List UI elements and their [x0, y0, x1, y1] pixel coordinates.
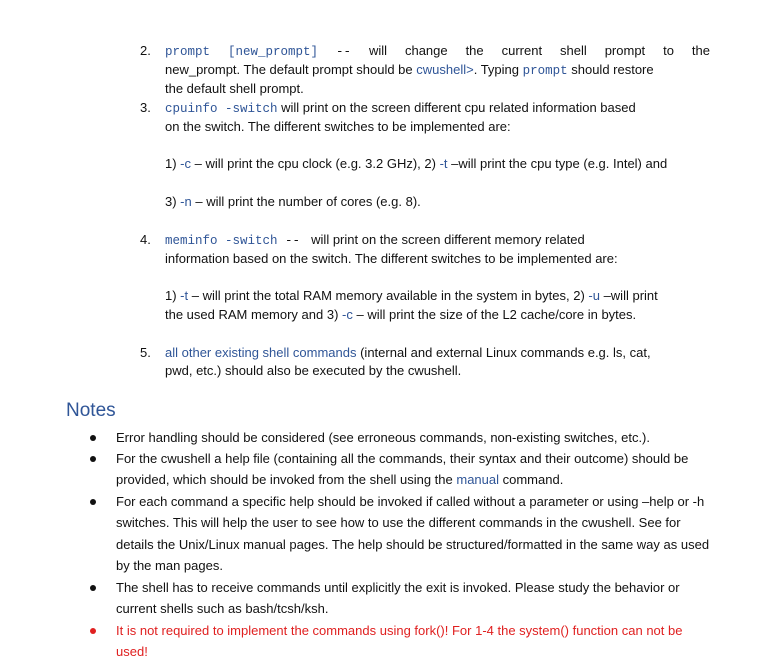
item-2-line-2: new_prompt. The default prompt should be cwushell>. Typing prompt should restore — [165, 62, 654, 78]
prompt-argument: [new_prompt] — [227, 45, 318, 59]
prompt-command-inline: prompt — [522, 64, 568, 78]
note-fork-warning: It is not required to implement the commands using fork()! For 1-4 the system() function can not be used! — [116, 623, 683, 660]
list-number-2: 2. — [140, 43, 151, 58]
cpuinfo-options-line-1: 1) -c – will print the cpu clock (e.g. 3.2 GHz), 2) -t –will print the cpu type (e.g. Intel) and — [165, 156, 668, 171]
meminfo-options-line-2: the used RAM memory and 3) -c – will print the size of the L2 cache/core in bytes. — [165, 307, 637, 322]
item-2-line-3: the default shell prompt. — [165, 81, 304, 96]
cpuinfo-command: cpuinfo -switch — [165, 102, 278, 116]
meminfo-options-line-1: 1) -t – will print the total RAM memory available in the system in bytes, 2) -u –will print — [165, 288, 658, 303]
item-4-line-1: meminfo -switch -- will print on the screen different memory related — [165, 232, 585, 248]
bullet-icon — [90, 456, 96, 462]
note-help-file: For the cwushell a help file (containing all the commands, their syntax and their outcome) should be provided, which should be invoked from the shell using the manual command. — [116, 451, 689, 488]
item-2-line-1 — [165, 43, 710, 59]
cwushell-prompt-text: cwushell> — [416, 62, 474, 77]
item-3-line-1: cpuinfo -switch will print on the screen different cpu related information based — [165, 100, 636, 116]
note-error-handling: Error handling should be considered (see erroneous commands, non-existing switches, etc.). — [116, 430, 650, 445]
list-number-3: 3. — [140, 100, 151, 115]
list-number-4: 4. — [140, 232, 151, 247]
bullet-icon — [90, 435, 96, 441]
list-number-5: 5. — [140, 345, 151, 360]
prompt-dash: -- — [335, 45, 351, 59]
item-3-line-2: on the switch. The different switches to be implemented are: — [165, 119, 511, 134]
notes-heading: Notes — [66, 400, 116, 421]
cpuinfo-options-line-2: 3) -n – will print the number of cores (e.g. 8). — [165, 194, 421, 209]
bullet-icon — [90, 585, 96, 591]
item-4-line-2: information based on the switch. The different switches to be implemented are: — [165, 251, 618, 266]
meminfo-command: meminfo -switch — [165, 234, 278, 248]
bullet-icon — [90, 628, 96, 634]
note-shell-loop: The shell has to receive commands until explicitly the exit is invoked. Please study the behavior or current shells such as bash/tcsh/ksh. — [116, 580, 680, 617]
prompt-description: will change the current shell prompt to the — [368, 43, 710, 58]
bullet-icon — [90, 499, 96, 505]
prompt-command: prompt — [165, 45, 211, 59]
manual-command: manual — [456, 472, 500, 488]
item-5-line-1: all other existing shell commands (internal and external Linux commands e.g. ls, cat, — [165, 345, 651, 360]
item-5-line-2: pwd, etc.) should also be executed by the cwushell. — [165, 363, 462, 378]
note-command-help: For each command a specific help should be invoked if called without a parameter or using –help or -h switches. This will help the user to see how to use the different commands in the cwushell. See for details the Unix/Linux manual pages. The help should be structured/formatted in the same way as used by the man pages. — [116, 494, 710, 573]
shell-commands-link: all other existing shell commands — [165, 345, 357, 360]
